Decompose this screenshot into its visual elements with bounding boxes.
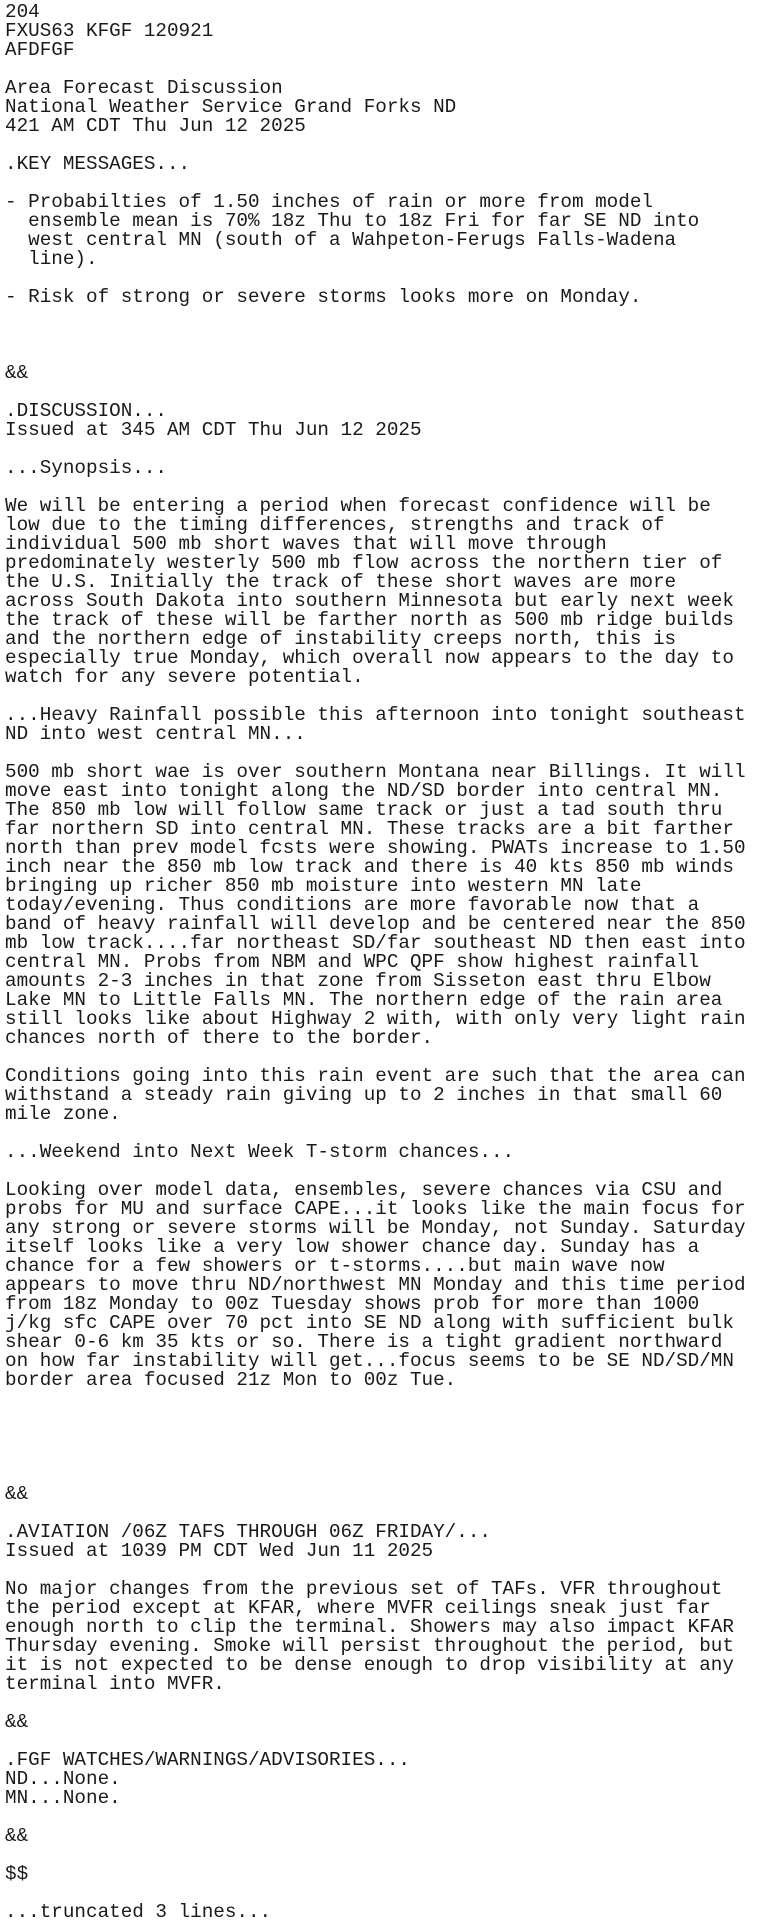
text-line <box>5 1846 746 1865</box>
text-line: && <box>5 1483 29 1505</box>
text-line: ...Synopsis... <box>5 457 167 479</box>
text-line: appears to move thru ND/northwest MN Monday and this time period <box>5 1274 746 1296</box>
text-line: amounts 2-3 inches in that zone from Sisseton east thru Elbow <box>5 970 711 992</box>
text-line: today/evening. Thus conditions are more favorable now that a <box>5 894 700 916</box>
text-line: the track of these will be farther north as 500 mb ridge builds <box>5 609 734 631</box>
text-line: mile zone. <box>5 1103 121 1125</box>
text-line: band of heavy rainfall will develop and be centered near the 850 <box>5 913 746 935</box>
text-line: on how far instability will get...focus seems to be SE ND/SD/MN <box>5 1350 734 1372</box>
text-line: bringing up richer 850 mb moisture into western MN late <box>5 875 642 897</box>
text-line: enough north to clip the terminal. Showers may also impact KFAR <box>5 1616 734 1638</box>
text-line: - Risk of strong or severe storms looks more on Monday. <box>5 286 642 308</box>
text-line: chances north of there to the border. <box>5 1027 434 1049</box>
text-line: j/kg sfc CAPE over 70 pct into SE ND along with sufficient bulk <box>5 1312 734 1334</box>
text-line: - Probabilties of 1.50 inches of rain or more from model <box>5 191 653 213</box>
text-line: ...Weekend into Next Week T-storm chances... <box>5 1141 515 1163</box>
text-line: from 18z Monday to 00z Tuesday shows prob for more than 1000 <box>5 1293 700 1315</box>
text-line: AFDFGF <box>5 39 75 61</box>
text-line <box>5 1447 746 1466</box>
text-line <box>5 326 746 345</box>
text-line: Issued at 345 AM CDT Thu Jun 12 2025 <box>5 419 422 441</box>
text-line: Issued at 1039 PM CDT Wed Jun 11 2025 <box>5 1540 434 1562</box>
text-line: ND...None. <box>5 1768 121 1790</box>
text-line: MN...None. <box>5 1787 121 1809</box>
text-line: National Weather Service Grand Forks ND <box>5 96 457 118</box>
text-line: any strong or severe storms will be Monday, not Sunday. Saturday <box>5 1217 746 1239</box>
text-line: central MN. Probs from NBM and WPC QPF show highest rainfall <box>5 951 700 973</box>
text-line: .FGF WATCHES/WARNINGS/ADVISORIES... <box>5 1749 410 1771</box>
text-line: the U.S. Initially the track of these short waves are more <box>5 571 677 593</box>
text-line: && <box>5 1711 29 1733</box>
text-line: low due to the timing differences, strengths and track of <box>5 514 665 536</box>
text-line: 204 <box>5 1 40 23</box>
text-line: shear 0-6 km 35 kts or so. There is a tight gradient northward <box>5 1331 723 1353</box>
text-line: Lake MN to Little Falls MN. The northern edge of the rain area <box>5 989 723 1011</box>
text-line: Looking over model data, ensembles, severe chances via CSU and <box>5 1179 723 1201</box>
text-line: and the northern edge of instability creeps north, this is <box>5 628 677 650</box>
text-line: 421 AM CDT Thu Jun 12 2025 <box>5 115 306 137</box>
text-line: .AVIATION /06Z TAFS THROUGH 06Z FRIDAY/... <box>5 1521 491 1543</box>
text-line: ensemble mean is 70% 18z Thu to 18z Fri for far SE ND into <box>5 210 700 232</box>
text-line: ND into west central MN... <box>5 723 306 745</box>
forecast-discussion-text <box>5 3 746 1922</box>
text-line <box>5 345 746 364</box>
text-line: No major changes from the previous set of TAFs. VFR throughout <box>5 1578 723 1600</box>
text-line <box>5 1428 746 1447</box>
text-line: still looks like about Highway 2 with, with only very light rain <box>5 1008 746 1030</box>
text-line: FXUS63 KFGF 120921 <box>5 20 214 42</box>
text-line: withstand a steady rain giving up to 2 inches in that small 60 <box>5 1084 723 1106</box>
text-line <box>5 1409 746 1428</box>
text-line <box>5 1466 746 1485</box>
text-line: Conditions going into this rain event are such that the area can <box>5 1065 746 1087</box>
text-line: line). <box>5 248 98 270</box>
text-line: far northern SD into central MN. These tracks are a bit farther <box>5 818 734 840</box>
text-line: watch for any severe potential. <box>5 666 364 688</box>
text-line: Area Forecast Discussion <box>5 77 283 99</box>
text-line: north than prev model fcsts were showing. PWATs increase to 1.50 <box>5 837 746 859</box>
text-line: ...Heavy Rainfall possible this afternoon into tonight southeast <box>5 704 746 726</box>
text-line <box>5 1694 746 1713</box>
text-line: The 850 mb low will follow same track or just a tad south thru <box>5 799 723 821</box>
text-line: it is not expected to be dense enough to drop visibility at any <box>5 1654 734 1676</box>
text-line <box>5 1390 746 1409</box>
text-line <box>5 307 746 326</box>
text-line: .KEY MESSAGES... <box>5 153 191 175</box>
text-line: mb low track....far northeast SD/far southeast ND then east into <box>5 932 746 954</box>
text-line: move east into tonight along the ND/SD border into central MN. <box>5 780 723 802</box>
text-line: We will be entering a period when forecast confidence will be <box>5 495 711 517</box>
text-line: 500 mb short wae is over southern Montana near Billings. It will <box>5 761 746 783</box>
text-line: especially true Monday, which overall now appears to the day to <box>5 647 734 669</box>
text-line: probs for MU and surface CAPE...it looks like the main focus for <box>5 1198 746 1220</box>
text-line: border area focused 21z Mon to 00z Tue. <box>5 1369 457 1391</box>
text-line: predominately westerly 500 mb flow across the northern tier of <box>5 552 723 574</box>
text-line: terminal into MVFR. <box>5 1673 225 1695</box>
text-line <box>5 1808 746 1827</box>
text-line: the period except at KFAR, where MVFR ceilings sneak just far <box>5 1597 711 1619</box>
text-line: itself looks like a very low shower chance day. Sunday has a <box>5 1236 700 1258</box>
text-line: ...truncated 3 lines... <box>5 1901 272 1923</box>
text-line: && <box>5 362 29 384</box>
text-line: west central MN (south of a Wahpeton-Ferugs Falls-Wadena <box>5 229 677 251</box>
text-line: individual 500 mb short waves that will move through <box>5 533 607 555</box>
text-line: chance for a few showers or t-storms....but main wave now <box>5 1255 665 1277</box>
text-line: && <box>5 1825 29 1847</box>
text-line: .DISCUSSION... <box>5 400 167 422</box>
text-line: across South Dakota into southern Minnesota but early next week <box>5 590 734 612</box>
text-line: inch near the 850 mb low track and there is 40 kts 850 mb winds <box>5 856 734 878</box>
text-line: $$ <box>5 1863 29 1885</box>
text-line: Thursday evening. Smoke will persist throughout the period, but <box>5 1635 734 1657</box>
